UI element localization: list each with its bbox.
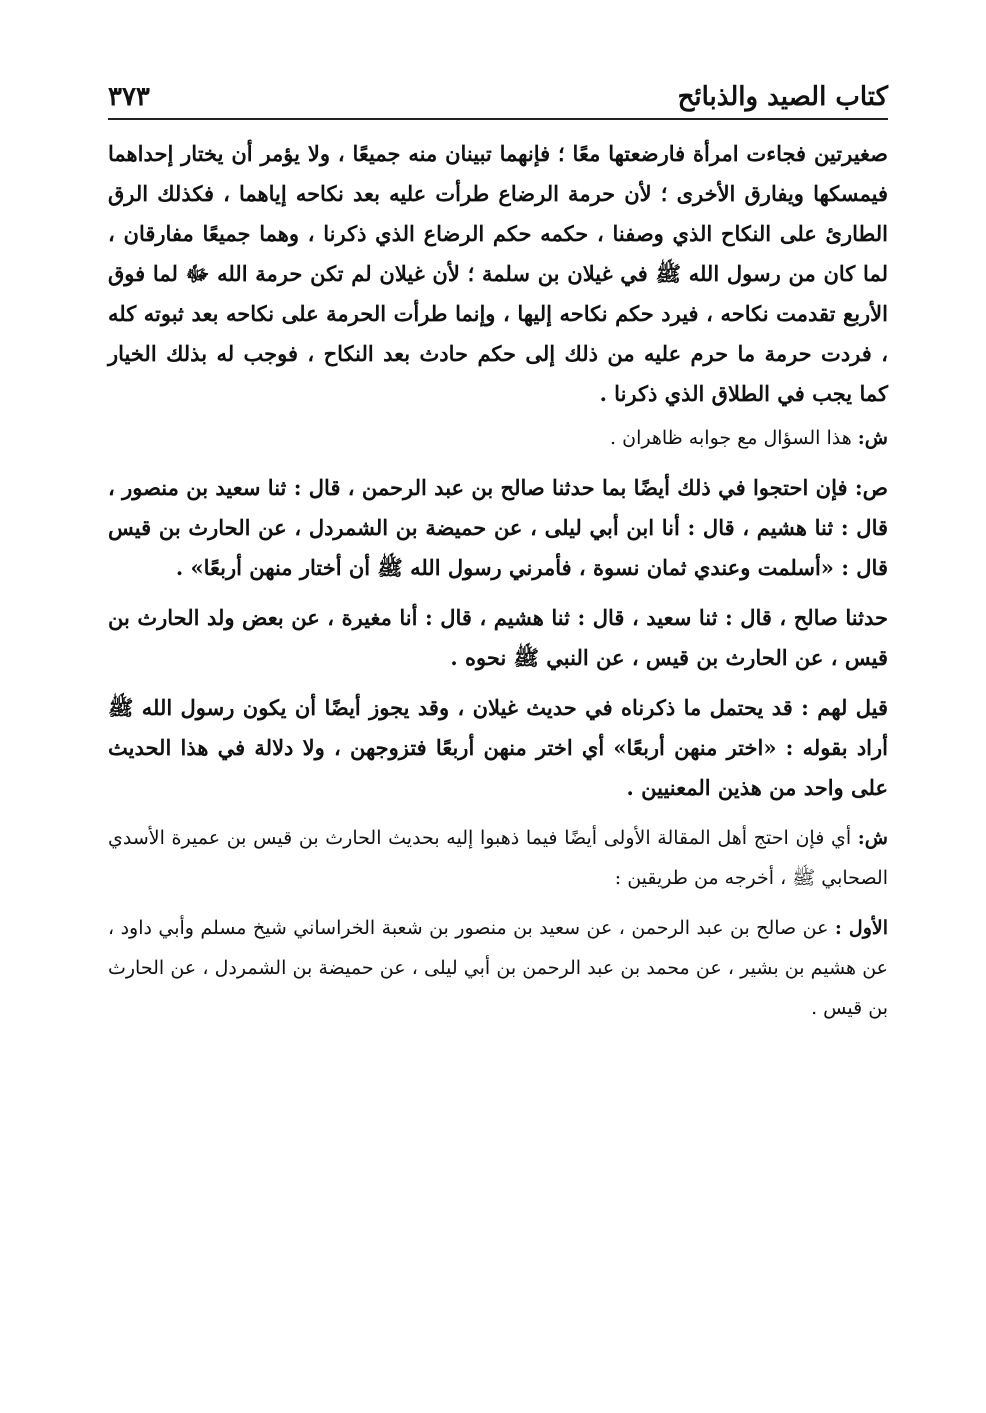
paragraph-text: فإن احتجوا في ذلك أيضًا بما حدثنا صالح بن عبد الرحمن ، قال : ثنا سعيد بن منصور ، قال : ثنا هشيم ، قال : أنا ابن أبي ليلى ، عن حميضة بن الشمردل ، عن الحارث بن قيس قال : «أسلمت وعندي ثمان نسوة ، فأمرني رسول الله ﷺ أن أختار منهن أربعًا» . bbox=[108, 475, 888, 580]
page-number: ٣٧٣ bbox=[108, 82, 150, 112]
document-page bbox=[108, 78, 888, 1318]
paragraph-sharh-1 bbox=[108, 418, 888, 458]
first-route-label: الأول : bbox=[834, 917, 888, 939]
sharh-label: ش: bbox=[857, 427, 888, 449]
paragraph-matn-3 bbox=[108, 598, 888, 678]
paragraph-text: صغيرتين فجاءت امرأة فارضعتها معًا ؛ فإنهما تبينان منه جميعًا ، ولا يؤمر أن يختار إحداهما فيمسكها ويفارق الأخرى ؛ لأن حرمة الرضاع طرأت عليه بعد نكاحه إياهما ، فكذلك الرق الطارئ على النكاح الذي وصفنا ، حكمه حكم الرضاع الذي ذكرنا ، وهما جميعًا مفارقان ، لما كان من رسول الله ﷺ في غيلان بن سلمة ؛ لأن غيلان لم تكن حرمة الله ﷻ لما فوق الأربع تقدمت نكاحه ، فيرد حكم نكاحه إليها ، وإنما طرأت الحرمة على نكاحه بعد ثبوته كله ، فردت حرمة ما حرم عليه من ذلك إلى حكم حادث بعد النكاح ، فوجب له بذلك الخيار كما يجب في الطلاق الذي ذكرنا . bbox=[108, 141, 888, 406]
paragraph-text: هذا السؤال مع جوابه ظاهران . bbox=[610, 427, 852, 449]
page-header bbox=[108, 78, 888, 120]
paragraph-text: أي فإن احتج أهل المقالة الأولى أيضًا فيما ذهبوا إليه بحديث الحارث بن قيس بن عميرة الأسدي الصحابي ﷺ ، أخرجه من طريقين : bbox=[108, 827, 888, 889]
matn-label: ص: bbox=[854, 475, 889, 500]
paragraph-sharh-2 bbox=[108, 818, 888, 898]
paragraph-text: حدثنا صالح ، قال : ثنا سعيد ، قال : ثنا هشيم ، قال : أنا مغيرة ، عن بعض ولد الحارث بن قيس ، عن الحارث بن قيس ، عن النبي ﷺ نحوه . bbox=[108, 605, 888, 670]
paragraph-text: قيل لهم : قد يحتمل ما ذكرناه في حديث غيلان ، وقد يجوز أيضًا أن يكون رسول الله ﷺ أراد بقوله : «اختر منهن أربعًا» أي اختر منهن أربعًا فتزوجهن ، ولا دلالة في هذا الحديث على واحد من هذين المعنيين . bbox=[108, 695, 888, 800]
paragraph-matn-2 bbox=[108, 468, 888, 588]
page-body bbox=[108, 134, 888, 1028]
paragraph-text: عن صالح بن عبد الرحمن ، عن سعيد بن منصور بن شعبة الخراساني شيخ مسلم وأبي داود ، عن هشيم بن بشير ، عن محمد بن عبد الرحمن بن أبي ليلى ، عن حميضة بن الشمردل ، عن الحارث بن قيس . bbox=[108, 917, 888, 1019]
paragraph-matn-continuation bbox=[108, 134, 888, 414]
book-title: كتاب الصيد والذبائح bbox=[677, 82, 888, 112]
paragraph-sharh-3 bbox=[108, 908, 888, 1028]
paragraph-matn-4 bbox=[108, 688, 888, 808]
sharh-label: ش: bbox=[857, 827, 889, 849]
